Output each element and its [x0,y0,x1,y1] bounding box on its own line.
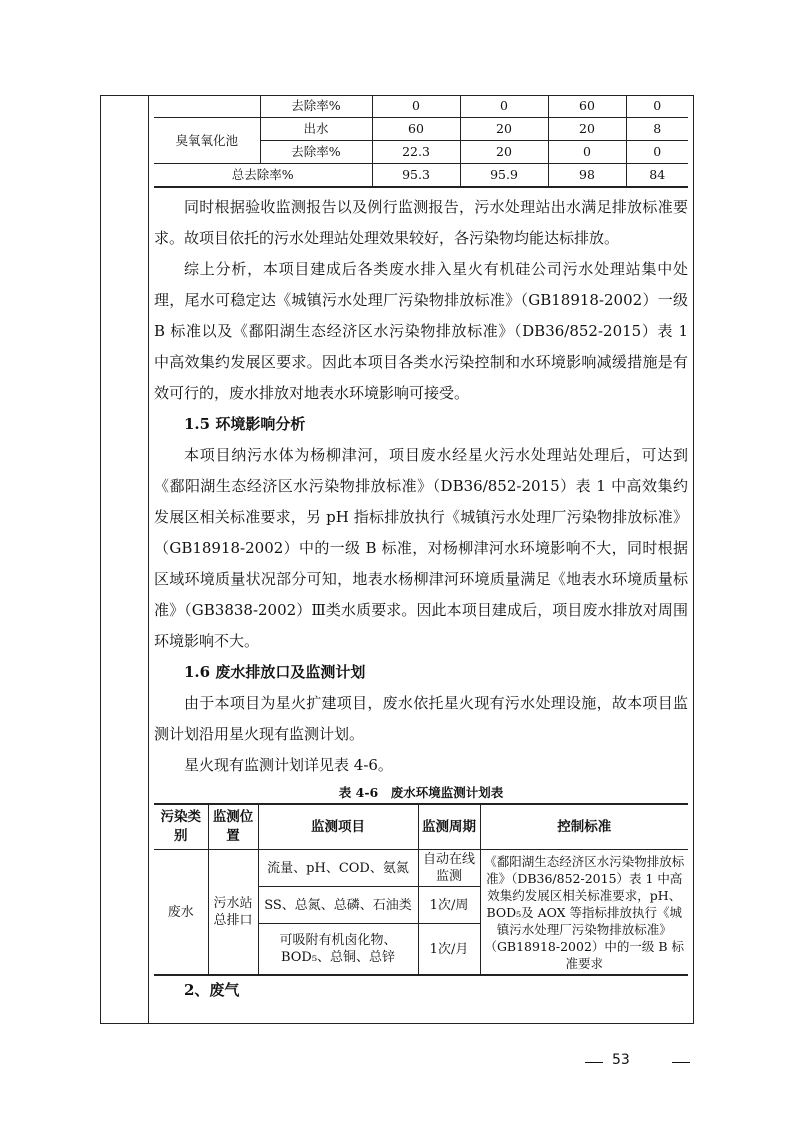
table-row [154,850,688,887]
table-row-total [154,164,688,188]
header-category: 污染类别 [154,804,208,850]
paragraph-summary: 综上分析，本项目建成后各类废水排入星火有机硅公司污水处理站集中处理，尾水可稳定达《城镇污水处理厂污染物排放标准》（GB18918-2002）一级 B 标准以及《鄱阳湖生态经济区水污染物排放标准》（DB36/852-2015）表 1 中高效集约发展区要求。因此本项目各类水污染控制和水环境影响减缓措施是有效可行的，废水排放对地表水环境影响可接受。 [154,260,688,402]
main-content [154,95,688,1004]
metric-cell: 去除率% [260,95,372,118]
header-period: 监测周期 [418,804,480,850]
value-cell: 60 [372,118,460,141]
period-cell: 1次/月 [418,924,480,976]
value-cell: 20 [548,118,626,141]
section-heading-1-5: 1.5 环境影响分析 [184,415,306,433]
period-cell: 1次/周 [418,887,480,924]
location-cell: 污水站总排口 [208,850,258,976]
category-cell: 废水 [154,850,208,976]
table-header-row [154,804,688,850]
items-cell: 可吸附有机卤化物、BOD₅、总铜、总锌 [258,924,418,976]
standard-cell: 《鄱阳湖生态经济区水污染物排放标准》（DB36/852-2015）表 1 中高效集约发展区相关标准要求，pH、BOD₅及 AOX 等指标排放执行《城镇污水处理厂污染物排放标准》（GB18918-2002）中的一级 B 标准要求 [480,850,688,976]
total-label: 总去除率% [154,164,372,188]
table-caption: 表 4-6 废水环境监测计划表 [338,785,504,800]
value-cell: 0 [626,141,688,164]
paragraph-table-ref: 星火现有监测计划详见表 4-6。 [184,756,393,774]
value-cell: 95.3 [372,164,460,188]
items-cell: 流量、pH、COD、氨氮 [258,850,418,887]
frame-divider [148,95,149,1024]
period-cell: 自动在线监测 [418,850,480,887]
value-cell: 20 [460,141,548,164]
value-cell: 0 [372,95,460,118]
page-number: 53 [612,1052,630,1068]
value-cell: 0 [548,141,626,164]
header-location: 监测位置 [208,804,258,850]
value-cell: 84 [626,164,688,188]
value-cell: 8 [626,118,688,141]
value-cell: 98 [548,164,626,188]
stage-cell [154,95,260,118]
stage-cell: 臭氧氧化池 [154,118,260,164]
table-row [154,118,688,141]
paragraph-treatment-effect: 同时根据验收监测报告以及例行监测报告，污水处理站出水满足排放标准要求。故项目依托的污水处理站处理效果较好，各污染物均能达标排放。 [154,198,688,247]
section-heading-2: 2、废气 [184,981,240,999]
paragraph-impact: 本项目纳污水体为杨柳津河，项目废水经星火污水处理站处理后，可达到《鄱阳湖生态经济区水污染物排放标准》（DB36/852-2015）表 1 中高效集约发展区相关标准要求，另 pH 指标排放执行《城镇污水处理厂污染物排放标准》（GB18918-2002）中的一级 B 标准，对杨柳津河水环境影响不大，同时根据区域环境质量状况部分可知，地表水杨柳津河环境质量满足《地表水环境质量标准》（GB3838-2002）Ⅲ类水质要求。因此本项目建成后，项目废水排放对周围环境影响不大。 [154,446,688,650]
section-heading-1-6: 1.6 废水排放口及监测计划 [184,663,366,681]
table-row [154,95,688,118]
header-standard: 控制标准 [480,804,688,850]
value-cell: 0 [626,95,688,118]
value-cell: 95.9 [460,164,548,188]
page-number-dash-right [672,1062,690,1063]
header-items: 监测项目 [258,804,418,850]
metric-cell: 去除率% [260,141,372,164]
removal-table [154,95,688,188]
value-cell: 20 [460,118,548,141]
value-cell: 0 [460,95,548,118]
value-cell: 22.3 [372,141,460,164]
value-cell: 60 [548,95,626,118]
paragraph-monitoring: 由于本项目为星火扩建项目，废水依托星火现有污水处理设施，故本项目监测计划沿用星火现有监测计划。 [154,694,688,743]
items-cell: SS、总氮、总磷、石油类 [258,887,418,924]
monitoring-plan-table [154,803,688,976]
metric-cell: 出水 [260,118,372,141]
page-number-dash-left [585,1062,603,1063]
